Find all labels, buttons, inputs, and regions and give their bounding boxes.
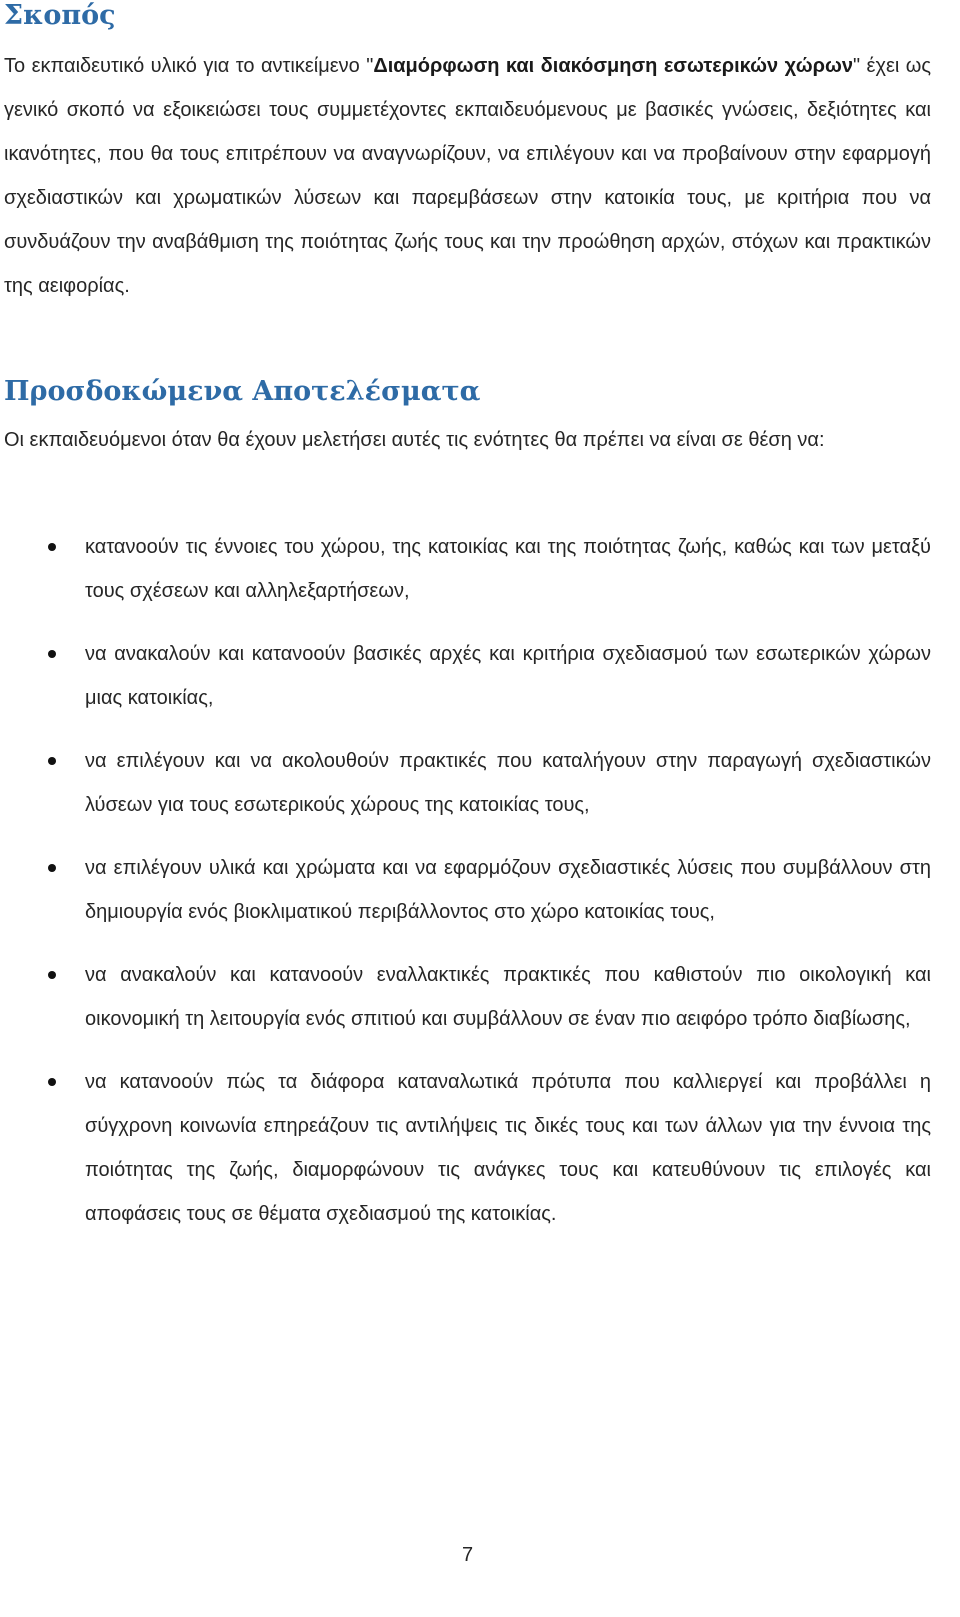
list-item: [4, 1060, 931, 1236]
list-item-text: να ανακαλούν και κατανοούν εναλλακτικές πρακτικές που καθιστούν πιο οικολογική και οικονομική τη λειτουργία ενός σπιτιού και συμβάλλουν σε έναν πιο αειφόρο τρόπο διαβίωσης,: [85, 964, 931, 1030]
bullet-icon: [48, 757, 56, 765]
list-item: [4, 632, 931, 720]
list-item: [4, 953, 931, 1041]
scope-text-after: " έχει ως γενικό σκοπό να εξοικειώσει τους συμμετέχοντες εκπαιδευόμενους με βασικές γνώσεις, δεξιότητες και ικανότητες, που θα τους επιτρέπουν να αναγνωρίζουν, να επιλέγουν και να προβαίνουν στην εφαρμογή σχεδιαστικών και χρωματικών λύσεων και παρεμβάσεων στην κατοικία τους, με κριτήρια που να συνδυάζουν την αναβάθμιση της ποιότητας ζωής τους και την προώθηση αρχών, στόχων και πρακτικών της αειφορίας.: [4, 55, 931, 297]
list-item: [4, 739, 931, 827]
bullet-icon: [48, 971, 56, 979]
bullet-icon: [48, 864, 56, 872]
bullet-icon: [48, 543, 56, 551]
list-item-text: να κατανοούν πώς τα διάφορα καταναλωτικά πρότυπα που καλλιεργεί και προβάλλει η σύγχρονη κοινωνία επηρεάζουν τις αντιλήψεις τις δικές τους και των άλλων για την έννοια της ποιότητας της ζωής, διαμορφώνουν τις ανάγκες τους και κατευθύνουν τις επιλογές και αποφάσεις τους σε θέματα σχεδιασμού της κατοικίας.: [85, 1071, 931, 1225]
page-number: 7: [461, 1544, 474, 1566]
outcomes-list: [4, 525, 931, 1255]
scope-text-before: Το εκπαιδευτικό υλικό για το αντικείμενο ": [4, 55, 374, 77]
list-item-text: να επιλέγουν και να ακολουθούν πρακτικές που καταλήγουν στην παραγωγή σχεδιαστικών λύσεων για τους εσωτερικούς χώρους της κατοικίας τους,: [85, 750, 931, 816]
course-title: Διαμόρφωση και διακόσμηση εσωτερικών χώρων: [373, 55, 853, 77]
bullet-icon: [48, 650, 56, 658]
scope-paragraph: [4, 44, 931, 308]
list-item: [4, 525, 931, 613]
list-item-text: να επιλέγουν υλικά και χρώματα και να εφαρμόζουν σχεδιαστικές λύσεις που συμβάλλουν στη δημιουργία ενός βιοκλιματικού περιβάλλοντος στο χώρο κατοικίας τους,: [85, 857, 931, 923]
list-item: [4, 846, 931, 934]
outcomes-heading: Προσδοκώμενα Αποτελέσματα: [4, 376, 481, 407]
document-page: [4, 0, 931, 1617]
list-item-text: κατανοούν τις έννοιες του χώρου, της κατοικίας και της ποιότητας ζωής, καθώς και των μεταξύ τους σχέσεων και αλληλεξαρτήσεων,: [85, 536, 931, 602]
list-item-text: να ανακαλούν και κατανοούν βασικές αρχές και κριτήρια σχεδιασμού των εσωτερικών χώρων μιας κατοικίας,: [85, 643, 931, 709]
bullet-icon: [48, 1078, 56, 1086]
outcomes-intro: Οι εκπαιδευόμενοι όταν θα έχουν μελετήσει αυτές τις ενότητες θα πρέπει να είναι σε θέση να:: [4, 429, 825, 451]
scope-heading: Σκοπός: [4, 0, 116, 31]
